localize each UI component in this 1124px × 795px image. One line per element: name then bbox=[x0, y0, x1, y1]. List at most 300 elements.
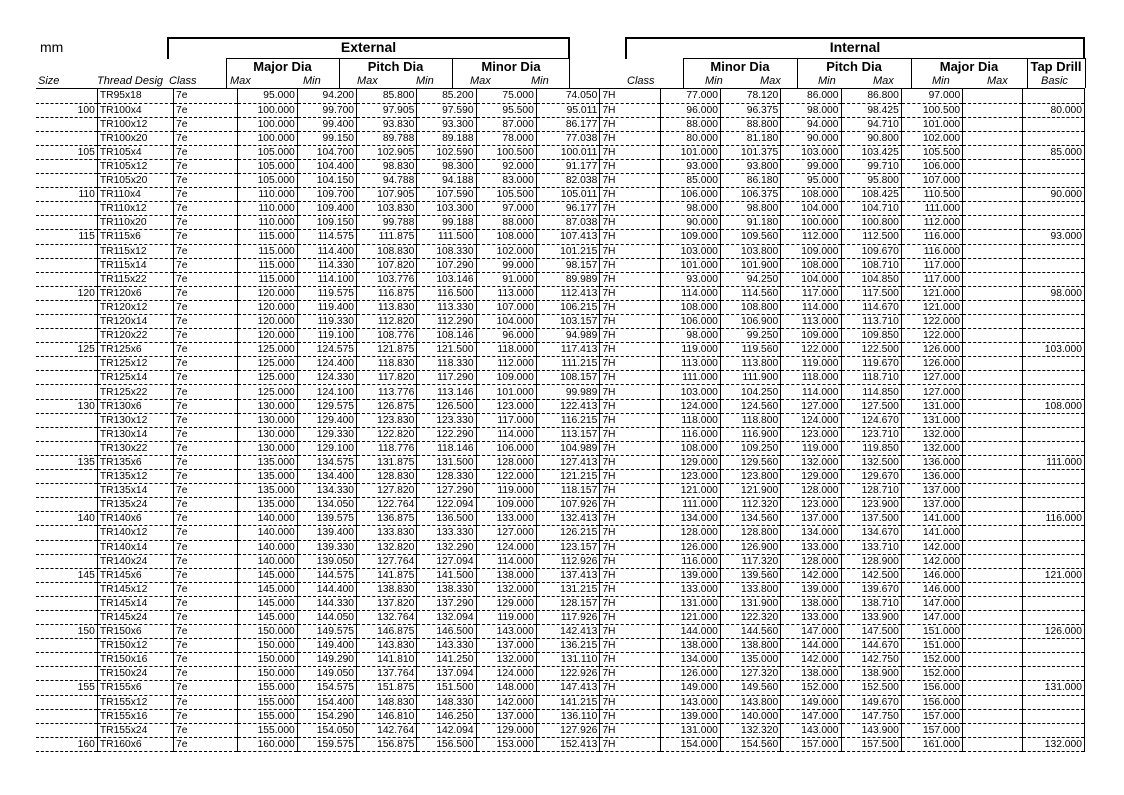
cell-ext-pitch-max: 141.875 bbox=[357, 568, 417, 582]
cell-int-pitch-max: 124.670 bbox=[841, 413, 901, 427]
cell-ext-pitch-max: 156.875 bbox=[357, 737, 417, 751]
cell-class-ext: 7e bbox=[174, 568, 237, 582]
cell-int-major-min: 152.000 bbox=[901, 667, 962, 681]
cell-class-int: 7H bbox=[600, 89, 660, 103]
cell-tap-drill bbox=[1023, 131, 1085, 145]
cell-int-minor-min: 93.000 bbox=[660, 272, 720, 286]
cell-ext-pitch-min: 112.290 bbox=[417, 315, 476, 329]
cell-size bbox=[36, 371, 97, 385]
cell-ext-minor-min: 126.215 bbox=[536, 526, 599, 540]
cell-size bbox=[36, 695, 97, 709]
cell-int-major-max bbox=[963, 385, 1023, 399]
cell-ext-pitch-min: 132.094 bbox=[417, 610, 476, 624]
cell-int-pitch-max: 98.425 bbox=[841, 103, 901, 117]
cell-int-pitch-max: 94.710 bbox=[841, 117, 901, 131]
cell-int-major-min: 101.000 bbox=[901, 117, 962, 131]
cell-int-major-min: 106.000 bbox=[901, 159, 962, 173]
cell-size bbox=[36, 202, 97, 216]
cell-int-pitch-max: 100.800 bbox=[841, 216, 901, 230]
cell-tap-drill: 93.000 bbox=[1023, 230, 1085, 244]
cell-int-pitch-min: 137.000 bbox=[781, 512, 841, 526]
cell-int-major-min: 147.000 bbox=[901, 610, 962, 624]
cell-int-major-min: 100.500 bbox=[901, 103, 962, 117]
cell-int-minor-min: 134.000 bbox=[660, 512, 720, 526]
cell-ext-minor-min: 77.038 bbox=[536, 131, 599, 145]
cell-int-pitch-min: 134.000 bbox=[781, 526, 841, 540]
cell-class-ext: 7e bbox=[174, 216, 237, 230]
cell-int-minor-max: 139.560 bbox=[720, 568, 780, 582]
cell-size bbox=[36, 258, 97, 272]
cell-int-minor-min: 139.000 bbox=[660, 568, 720, 582]
cell-int-major-max bbox=[963, 216, 1023, 230]
cell-int-minor-max: 88.800 bbox=[720, 117, 780, 131]
cell-size bbox=[36, 315, 97, 329]
cell-ext-minor-min: 137.413 bbox=[536, 568, 599, 582]
cell-ext-minor-max: 78.000 bbox=[476, 131, 536, 145]
cell-int-pitch-max: 132.500 bbox=[841, 455, 901, 469]
cell-int-major-min: 141.000 bbox=[901, 526, 962, 540]
cell-class-ext: 7e bbox=[174, 737, 237, 751]
cell-int-minor-min: 103.000 bbox=[660, 244, 720, 258]
cell-int-minor-max: 109.560 bbox=[720, 230, 780, 244]
cell-ext-minor-min: 112.413 bbox=[536, 286, 599, 300]
cell-tap-drill bbox=[1023, 174, 1085, 188]
cell-ext-major-max: 150.000 bbox=[237, 653, 297, 667]
cell-ext-minor-min: 136.110 bbox=[536, 709, 599, 723]
cell-size: 160 bbox=[36, 737, 97, 751]
cell-ext-major-max: 130.000 bbox=[237, 413, 297, 427]
cell-ext-pitch-min: 141.250 bbox=[417, 653, 476, 667]
cell-tap-drill bbox=[1023, 385, 1085, 399]
cell-ext-pitch-max: 118.830 bbox=[357, 357, 417, 371]
hdr-ext-pitch-min: Min bbox=[416, 75, 434, 87]
table-row bbox=[36, 371, 1085, 385]
cell-class-ext: 7e bbox=[174, 131, 237, 145]
cell-int-pitch-min: 129.000 bbox=[781, 470, 841, 484]
cell-int-major-min: 151.000 bbox=[901, 639, 962, 653]
cell-ext-major-min: 119.100 bbox=[297, 329, 356, 343]
cell-int-major-min: 146.000 bbox=[901, 568, 962, 582]
cell-class-int: 7H bbox=[600, 413, 660, 427]
cell-ext-minor-min: 106.215 bbox=[536, 300, 599, 314]
cell-tap-drill bbox=[1023, 300, 1085, 314]
cell-int-major-min: 161.000 bbox=[901, 737, 962, 751]
cell-int-major-max bbox=[963, 230, 1023, 244]
cell-int-pitch-min: 113.000 bbox=[781, 315, 841, 329]
cell-class-int: 7H bbox=[600, 512, 660, 526]
cell-int-major-max bbox=[963, 625, 1023, 639]
cell-ext-major-max: 120.000 bbox=[237, 329, 297, 343]
cell-class-int: 7H bbox=[600, 709, 660, 723]
table-row bbox=[36, 709, 1085, 723]
cell-thread-desig: TR160x6 bbox=[97, 737, 173, 751]
cell-int-pitch-min: 117.000 bbox=[781, 286, 841, 300]
cell-ext-major-max: 145.000 bbox=[237, 582, 297, 596]
cell-ext-pitch-min: 93.300 bbox=[417, 117, 476, 131]
cell-int-pitch-max: 109.670 bbox=[841, 244, 901, 258]
cell-tap-drill: 90.000 bbox=[1023, 188, 1085, 202]
cell-ext-minor-min: 152.413 bbox=[536, 737, 599, 751]
cell-int-major-min: 110.500 bbox=[901, 188, 962, 202]
cell-ext-minor-min: 101.215 bbox=[536, 244, 599, 258]
cell-ext-major-min: 129.400 bbox=[297, 413, 356, 427]
cell-ext-major-max: 100.000 bbox=[237, 131, 297, 145]
cell-class-int: 7H bbox=[600, 625, 660, 639]
cell-ext-major-max: 155.000 bbox=[237, 695, 297, 709]
table-row bbox=[36, 427, 1085, 441]
cell-int-minor-max: 114.560 bbox=[720, 286, 780, 300]
cell-ext-minor-min: 122.926 bbox=[536, 667, 599, 681]
int-pitch-dia-label: Pitch Dia bbox=[826, 59, 882, 74]
cell-class-ext: 7e bbox=[174, 455, 237, 469]
cell-class-int: 7H bbox=[600, 470, 660, 484]
cell-int-major-max bbox=[963, 681, 1023, 695]
cell-int-minor-max: 106.375 bbox=[720, 188, 780, 202]
cell-ext-pitch-max: 133.830 bbox=[357, 526, 417, 540]
table-row bbox=[36, 681, 1085, 695]
cell-ext-pitch-max: 99.788 bbox=[357, 216, 417, 230]
cell-tap-drill bbox=[1023, 272, 1085, 286]
cell-ext-major-min: 109.700 bbox=[297, 188, 356, 202]
cell-ext-major-max: 135.000 bbox=[237, 470, 297, 484]
cell-class-ext: 7e bbox=[174, 159, 237, 173]
cell-tap-drill bbox=[1023, 709, 1085, 723]
cell-int-minor-min: 101.000 bbox=[660, 145, 720, 159]
cell-int-major-max bbox=[963, 723, 1023, 737]
cell-tap-drill bbox=[1023, 202, 1085, 216]
cell-ext-major-min: 124.100 bbox=[297, 385, 356, 399]
col-sep bbox=[569, 58, 570, 88]
cell-ext-minor-min: 105.011 bbox=[536, 188, 599, 202]
cell-int-major-max bbox=[963, 371, 1023, 385]
cell-int-minor-min: 143.000 bbox=[660, 695, 720, 709]
cell-ext-major-max: 100.000 bbox=[237, 103, 297, 117]
cell-ext-minor-max: 129.000 bbox=[476, 723, 536, 737]
table-row bbox=[36, 639, 1085, 653]
col-sep bbox=[1027, 58, 1028, 88]
cell-ext-major-max: 115.000 bbox=[237, 272, 297, 286]
cell-int-minor-max: 96.375 bbox=[720, 103, 780, 117]
int-tap-drill-label: Tap Drill bbox=[1030, 59, 1082, 74]
cell-int-minor-max: 118.800 bbox=[720, 413, 780, 427]
cell-int-minor-min: 154.000 bbox=[660, 737, 720, 751]
cell-class-ext: 7e bbox=[174, 526, 237, 540]
internal-group-title: Internal bbox=[829, 39, 881, 55]
cell-tap-drill bbox=[1023, 526, 1085, 540]
cell-ext-minor-max: 101.000 bbox=[476, 385, 536, 399]
cell-int-minor-max: 132.320 bbox=[720, 723, 780, 737]
cell-int-minor-max: 103.800 bbox=[720, 244, 780, 258]
cell-ext-pitch-max: 108.830 bbox=[357, 244, 417, 258]
cell-ext-major-max: 140.000 bbox=[237, 540, 297, 554]
cell-ext-major-min: 149.290 bbox=[297, 653, 356, 667]
cell-int-major-min: 126.000 bbox=[901, 357, 962, 371]
table-row bbox=[36, 188, 1085, 202]
cell-ext-minor-min: 141.215 bbox=[536, 695, 599, 709]
cell-int-pitch-max: 138.900 bbox=[841, 667, 901, 681]
cell-thread-desig: TR100x4 bbox=[97, 103, 173, 117]
cell-ext-minor-max: 104.000 bbox=[476, 315, 536, 329]
cell-ext-major-min: 129.330 bbox=[297, 427, 356, 441]
cell-int-minor-max: 81.180 bbox=[720, 131, 780, 145]
cell-int-major-min: 146.000 bbox=[901, 582, 962, 596]
table-row bbox=[36, 329, 1085, 343]
cell-int-pitch-min: 114.000 bbox=[781, 300, 841, 314]
table-row bbox=[36, 202, 1085, 216]
cell-int-major-max bbox=[963, 512, 1023, 526]
cell-ext-major-max: 130.000 bbox=[237, 427, 297, 441]
cell-int-pitch-min: 128.000 bbox=[781, 484, 841, 498]
cell-int-major-max bbox=[963, 315, 1023, 329]
cell-ext-major-min: 149.400 bbox=[297, 639, 356, 653]
cell-thread-desig: TR145x24 bbox=[97, 610, 173, 624]
cell-ext-minor-max: 99.000 bbox=[476, 258, 536, 272]
cell-ext-major-max: 120.000 bbox=[237, 300, 297, 314]
cell-ext-pitch-min: 121.500 bbox=[417, 343, 476, 357]
cell-int-major-max bbox=[963, 554, 1023, 568]
cell-int-minor-min: 109.000 bbox=[660, 230, 720, 244]
cell-tap-drill: 85.000 bbox=[1023, 145, 1085, 159]
cell-int-pitch-min: 86.000 bbox=[781, 89, 841, 103]
col-sep bbox=[683, 58, 684, 88]
hdr-ext-major-min: Min bbox=[303, 75, 321, 87]
cell-int-pitch-min: 157.000 bbox=[781, 737, 841, 751]
cell-ext-pitch-max: 112.820 bbox=[357, 315, 417, 329]
cell-ext-minor-max: 91.000 bbox=[476, 272, 536, 286]
int-minor-dia-label: Minor Dia bbox=[710, 59, 770, 74]
cell-ext-major-max: 105.000 bbox=[237, 159, 297, 173]
cell-ext-pitch-max: 98.830 bbox=[357, 159, 417, 173]
cell-ext-minor-max: 83.000 bbox=[476, 174, 536, 188]
cell-int-pitch-min: 144.000 bbox=[781, 639, 841, 653]
cell-ext-major-max: 125.000 bbox=[237, 371, 297, 385]
cell-class-int: 7H bbox=[600, 554, 660, 568]
cell-int-minor-max: 138.800 bbox=[720, 639, 780, 653]
cell-ext-pitch-max: 85.800 bbox=[357, 89, 417, 103]
cell-int-minor-max: 135.000 bbox=[720, 653, 780, 667]
cell-ext-major-min: 139.330 bbox=[297, 540, 356, 554]
cell-class-ext: 7e bbox=[174, 343, 237, 357]
cell-ext-major-min: 104.700 bbox=[297, 145, 356, 159]
cell-int-minor-max: 122.320 bbox=[720, 610, 780, 624]
cell-tap-drill bbox=[1023, 484, 1085, 498]
cell-int-minor-max: 154.560 bbox=[720, 737, 780, 751]
cell-int-pitch-max: 112.500 bbox=[841, 230, 901, 244]
table-row bbox=[36, 272, 1085, 286]
cell-int-major-min: 132.000 bbox=[901, 427, 962, 441]
cell-thread-desig: TR115x6 bbox=[97, 230, 173, 244]
cell-ext-pitch-min: 118.330 bbox=[417, 357, 476, 371]
cell-int-minor-min: 114.000 bbox=[660, 286, 720, 300]
ext-pitch-dia-label: Pitch Dia bbox=[367, 59, 424, 74]
ext-major-dia-label: Major Dia bbox=[253, 59, 312, 74]
cell-int-major-min: 141.000 bbox=[901, 512, 962, 526]
cell-ext-minor-min: 112.926 bbox=[536, 554, 599, 568]
cell-int-pitch-max: 138.710 bbox=[841, 596, 901, 610]
cell-int-major-min: 132.000 bbox=[901, 441, 962, 455]
cell-class-int: 7H bbox=[600, 315, 660, 329]
cell-thread-desig: TR155x16 bbox=[97, 709, 173, 723]
col-sep bbox=[1085, 58, 1086, 88]
cell-int-pitch-max: 157.500 bbox=[841, 737, 901, 751]
cell-int-pitch-max: 137.500 bbox=[841, 512, 901, 526]
cell-class-ext: 7e bbox=[174, 315, 237, 329]
cell-ext-major-max: 115.000 bbox=[237, 230, 297, 244]
cell-ext-minor-max: 142.000 bbox=[476, 695, 536, 709]
table-row bbox=[36, 441, 1085, 455]
cell-ext-major-max: 135.000 bbox=[237, 455, 297, 469]
cell-size bbox=[36, 131, 97, 145]
cell-int-minor-max: 101.375 bbox=[720, 145, 780, 159]
cell-int-major-max bbox=[963, 639, 1023, 653]
cell-int-pitch-min: 108.000 bbox=[781, 188, 841, 202]
cell-ext-minor-min: 117.413 bbox=[536, 343, 599, 357]
cell-int-pitch-min: 112.000 bbox=[781, 230, 841, 244]
cell-int-pitch-max: 128.710 bbox=[841, 484, 901, 498]
cell-ext-minor-max: 124.000 bbox=[476, 667, 536, 681]
cell-int-pitch-max: 123.710 bbox=[841, 427, 901, 441]
cell-ext-pitch-max: 111.875 bbox=[357, 230, 417, 244]
cell-size: 120 bbox=[36, 286, 97, 300]
cell-ext-minor-max: 75.000 bbox=[476, 89, 536, 103]
cell-ext-minor-max: 122.000 bbox=[476, 470, 536, 484]
cell-ext-minor-max: 118.000 bbox=[476, 343, 536, 357]
cell-int-pitch-min: 109.000 bbox=[781, 244, 841, 258]
cell-ext-pitch-min: 136.500 bbox=[417, 512, 476, 526]
table-row bbox=[36, 357, 1085, 371]
cell-ext-minor-min: 86.177 bbox=[536, 117, 599, 131]
cell-thread-desig: TR135x24 bbox=[97, 498, 173, 512]
cell-int-major-max bbox=[963, 103, 1023, 117]
cell-class-ext: 7e bbox=[174, 258, 237, 272]
cell-ext-pitch-max: 137.820 bbox=[357, 596, 417, 610]
col-sep bbox=[452, 58, 453, 88]
cell-size: 110 bbox=[36, 188, 97, 202]
cell-int-minor-min: 113.000 bbox=[660, 357, 720, 371]
cell-size bbox=[36, 498, 97, 512]
cell-ext-major-min: 144.050 bbox=[297, 610, 356, 624]
cell-ext-minor-max: 88.000 bbox=[476, 216, 536, 230]
cell-ext-minor-min: 131.215 bbox=[536, 582, 599, 596]
cell-ext-pitch-min: 98.300 bbox=[417, 159, 476, 173]
cell-int-minor-max: 144.560 bbox=[720, 625, 780, 639]
hdr-tap-drill-basic: Basic bbox=[1041, 75, 1068, 87]
cell-thread-desig: TR140x12 bbox=[97, 526, 173, 540]
cell-ext-major-max: 115.000 bbox=[237, 258, 297, 272]
cell-class-ext: 7e bbox=[174, 610, 237, 624]
table-row bbox=[36, 667, 1085, 681]
cell-int-major-min: 117.000 bbox=[901, 272, 962, 286]
cell-class-int: 7H bbox=[600, 695, 660, 709]
cell-class-ext: 7e bbox=[174, 399, 237, 413]
cell-int-minor-min: 85.000 bbox=[660, 174, 720, 188]
cell-class-int: 7H bbox=[600, 371, 660, 385]
cell-ext-pitch-max: 122.764 bbox=[357, 498, 417, 512]
cell-int-pitch-max: 118.710 bbox=[841, 371, 901, 385]
cell-int-pitch-max: 149.670 bbox=[841, 695, 901, 709]
cell-ext-pitch-max: 142.764 bbox=[357, 723, 417, 737]
cell-ext-minor-min: 132.413 bbox=[536, 512, 599, 526]
ext-minor-dia-label: Minor Dia bbox=[481, 59, 541, 74]
cell-ext-major-max: 110.000 bbox=[237, 202, 297, 216]
cell-int-minor-max: 113.800 bbox=[720, 357, 780, 371]
cell-class-ext: 7e bbox=[174, 554, 237, 568]
cell-int-major-max bbox=[963, 272, 1023, 286]
cell-ext-pitch-min: 103.146 bbox=[417, 272, 476, 286]
unit-label: mm bbox=[40, 39, 64, 55]
cell-ext-major-max: 150.000 bbox=[237, 625, 297, 639]
cell-ext-major-max: 135.000 bbox=[237, 484, 297, 498]
cell-class-int: 7H bbox=[600, 441, 660, 455]
cell-ext-major-max: 125.000 bbox=[237, 343, 297, 357]
cell-class-ext: 7e bbox=[174, 286, 237, 300]
cell-int-pitch-max: 95.800 bbox=[841, 174, 901, 188]
cell-thread-desig: TR100x12 bbox=[97, 117, 173, 131]
cell-size bbox=[36, 89, 97, 103]
cell-tap-drill bbox=[1023, 216, 1085, 230]
cell-int-major-min: 156.000 bbox=[901, 681, 962, 695]
cell-size bbox=[36, 639, 97, 653]
cell-int-major-min: 131.000 bbox=[901, 399, 962, 413]
cell-ext-minor-min: 136.215 bbox=[536, 639, 599, 653]
cell-ext-major-max: 105.000 bbox=[237, 145, 297, 159]
cell-ext-minor-min: 121.215 bbox=[536, 470, 599, 484]
cell-ext-pitch-min: 132.290 bbox=[417, 540, 476, 554]
cell-ext-minor-min: 128.157 bbox=[536, 596, 599, 610]
cell-int-minor-min: 90.000 bbox=[660, 216, 720, 230]
cell-int-major-min: 137.000 bbox=[901, 484, 962, 498]
cell-class-ext: 7e bbox=[174, 244, 237, 258]
cell-int-minor-max: 131.900 bbox=[720, 596, 780, 610]
cell-tap-drill bbox=[1023, 413, 1085, 427]
cell-int-pitch-min: 142.000 bbox=[781, 653, 841, 667]
cell-int-pitch-max: 127.500 bbox=[841, 399, 901, 413]
cell-class-int: 7H bbox=[600, 568, 660, 582]
cell-int-pitch-min: 147.000 bbox=[781, 709, 841, 723]
cell-ext-minor-max: 123.000 bbox=[476, 399, 536, 413]
cell-ext-minor-min: 74.050 bbox=[536, 89, 599, 103]
cell-tap-drill bbox=[1023, 315, 1085, 329]
hdr-class-ext: Class bbox=[169, 75, 197, 87]
cell-tap-drill: 132.000 bbox=[1023, 737, 1085, 751]
cell-thread-desig: TR150x12 bbox=[97, 639, 173, 653]
cell-tap-drill bbox=[1023, 610, 1085, 624]
cell-int-major-min: 151.000 bbox=[901, 625, 962, 639]
cell-ext-minor-min: 82.038 bbox=[536, 174, 599, 188]
cell-int-pitch-max: 147.750 bbox=[841, 709, 901, 723]
cell-class-int: 7H bbox=[600, 540, 660, 554]
cell-ext-major-max: 145.000 bbox=[237, 596, 297, 610]
cell-ext-minor-min: 117.926 bbox=[536, 610, 599, 624]
cell-int-minor-min: 131.000 bbox=[660, 596, 720, 610]
cell-ext-pitch-min: 127.290 bbox=[417, 484, 476, 498]
cell-thread-desig: TR105x12 bbox=[97, 159, 173, 173]
cell-int-pitch-max: 108.710 bbox=[841, 258, 901, 272]
col-sep bbox=[339, 58, 340, 88]
cell-thread-desig: TR110x4 bbox=[97, 188, 173, 202]
cell-class-ext: 7e bbox=[174, 371, 237, 385]
cell-int-major-min: 127.000 bbox=[901, 385, 962, 399]
cell-int-major-min: 116.000 bbox=[901, 230, 962, 244]
hdr-int-major-max: Max bbox=[987, 75, 1008, 87]
cell-int-major-max bbox=[963, 357, 1023, 371]
cell-class-int: 7H bbox=[600, 244, 660, 258]
cell-thread-desig: TR100x20 bbox=[97, 131, 173, 145]
cell-int-pitch-max: 144.670 bbox=[841, 639, 901, 653]
cell-int-minor-max: 121.900 bbox=[720, 484, 780, 498]
cell-class-int: 7H bbox=[600, 286, 660, 300]
cell-thread-desig: TR115x22 bbox=[97, 272, 173, 286]
